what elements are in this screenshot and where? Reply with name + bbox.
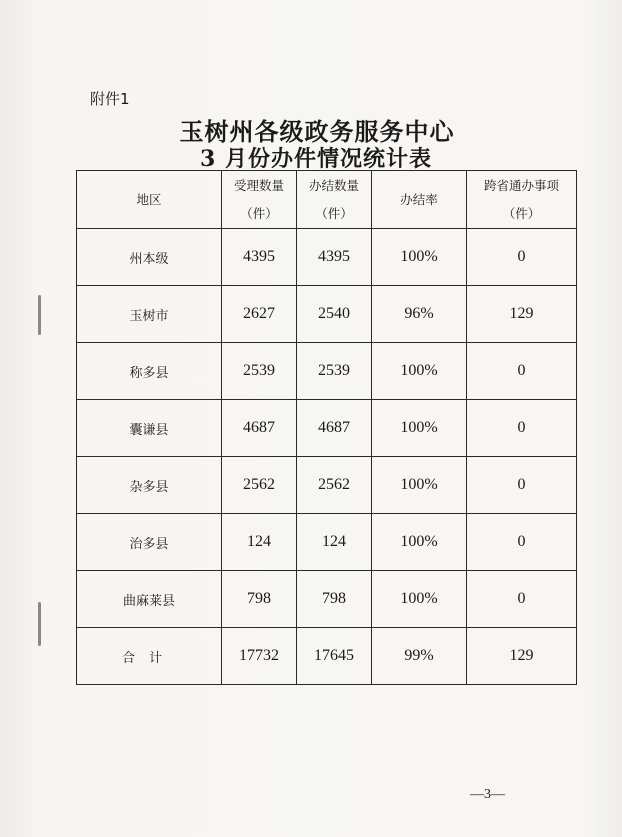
cell-completed: 2540 <box>297 286 372 343</box>
cell-accepted: 124 <box>222 514 297 571</box>
table-row <box>77 286 577 343</box>
statistics-table <box>76 170 577 685</box>
binding-hole-mark <box>38 295 41 335</box>
cell-region: 玉树市 <box>77 286 222 343</box>
cell-accepted: 2539 <box>222 343 297 400</box>
cell-rate: 100% <box>372 514 467 571</box>
cell-completed: 4687 <box>297 400 372 457</box>
header-accepted: 受理数量 （件） <box>222 171 297 229</box>
cell-total-completed: 17645 <box>297 628 372 685</box>
header-region: 地区 <box>77 171 222 229</box>
cell-rate: 100% <box>372 457 467 514</box>
table-row <box>77 229 577 286</box>
cell-rate: 100% <box>372 343 467 400</box>
document-title: 玉树州各级政务服务中心 <box>179 117 455 146</box>
cell-accepted: 2562 <box>222 457 297 514</box>
cell-rate: 100% <box>372 571 467 628</box>
header-cross-province: 跨省通办事项 （件） <box>467 171 577 229</box>
table-total-row <box>77 628 577 685</box>
cell-accepted: 798 <box>222 571 297 628</box>
cell-cross: 0 <box>467 571 577 628</box>
header-completed: 办结数量 （件） <box>297 171 372 229</box>
cell-rate: 96% <box>372 286 467 343</box>
cell-total-cross: 129 <box>467 628 577 685</box>
cell-completed: 4395 <box>297 229 372 286</box>
cell-region: 州本级 <box>77 229 222 286</box>
cell-region: 曲麻莱县 <box>77 571 222 628</box>
cell-completed: 124 <box>297 514 372 571</box>
cell-cross: 129 <box>467 286 577 343</box>
cell-region: 杂多县 <box>77 457 222 514</box>
cell-cross: 0 <box>467 400 577 457</box>
cell-completed: 2562 <box>297 457 372 514</box>
cell-rate: 100% <box>372 400 467 457</box>
cell-total-label: 合计 <box>77 628 222 685</box>
cell-cross: 0 <box>467 229 577 286</box>
cell-region: 称多县 <box>77 343 222 400</box>
attachment-label: 附件1 <box>90 90 130 108</box>
cell-accepted: 2627 <box>222 286 297 343</box>
table-row <box>77 400 577 457</box>
cell-total-accepted: 17732 <box>222 628 297 685</box>
cell-rate: 100% <box>372 229 467 286</box>
table-row <box>77 571 577 628</box>
cell-region: 治多县 <box>77 514 222 571</box>
document-subtitle: 3 月份办件情况统计表 <box>200 146 432 172</box>
cell-total-rate: 99% <box>372 628 467 685</box>
header-rate: 办结率 <box>372 171 467 229</box>
cell-cross: 0 <box>467 514 577 571</box>
cell-cross: 0 <box>467 457 577 514</box>
table-row <box>77 514 577 571</box>
binding-hole-mark <box>38 602 41 646</box>
cell-accepted: 4687 <box>222 400 297 457</box>
table-header-row <box>77 171 577 229</box>
page-number: —3— <box>470 787 505 802</box>
cell-accepted: 4395 <box>222 229 297 286</box>
cell-completed: 798 <box>297 571 372 628</box>
table-row <box>77 457 577 514</box>
cell-cross: 0 <box>467 343 577 400</box>
cell-region: 囊谦县 <box>77 400 222 457</box>
table-row <box>77 343 577 400</box>
cell-completed: 2539 <box>297 343 372 400</box>
